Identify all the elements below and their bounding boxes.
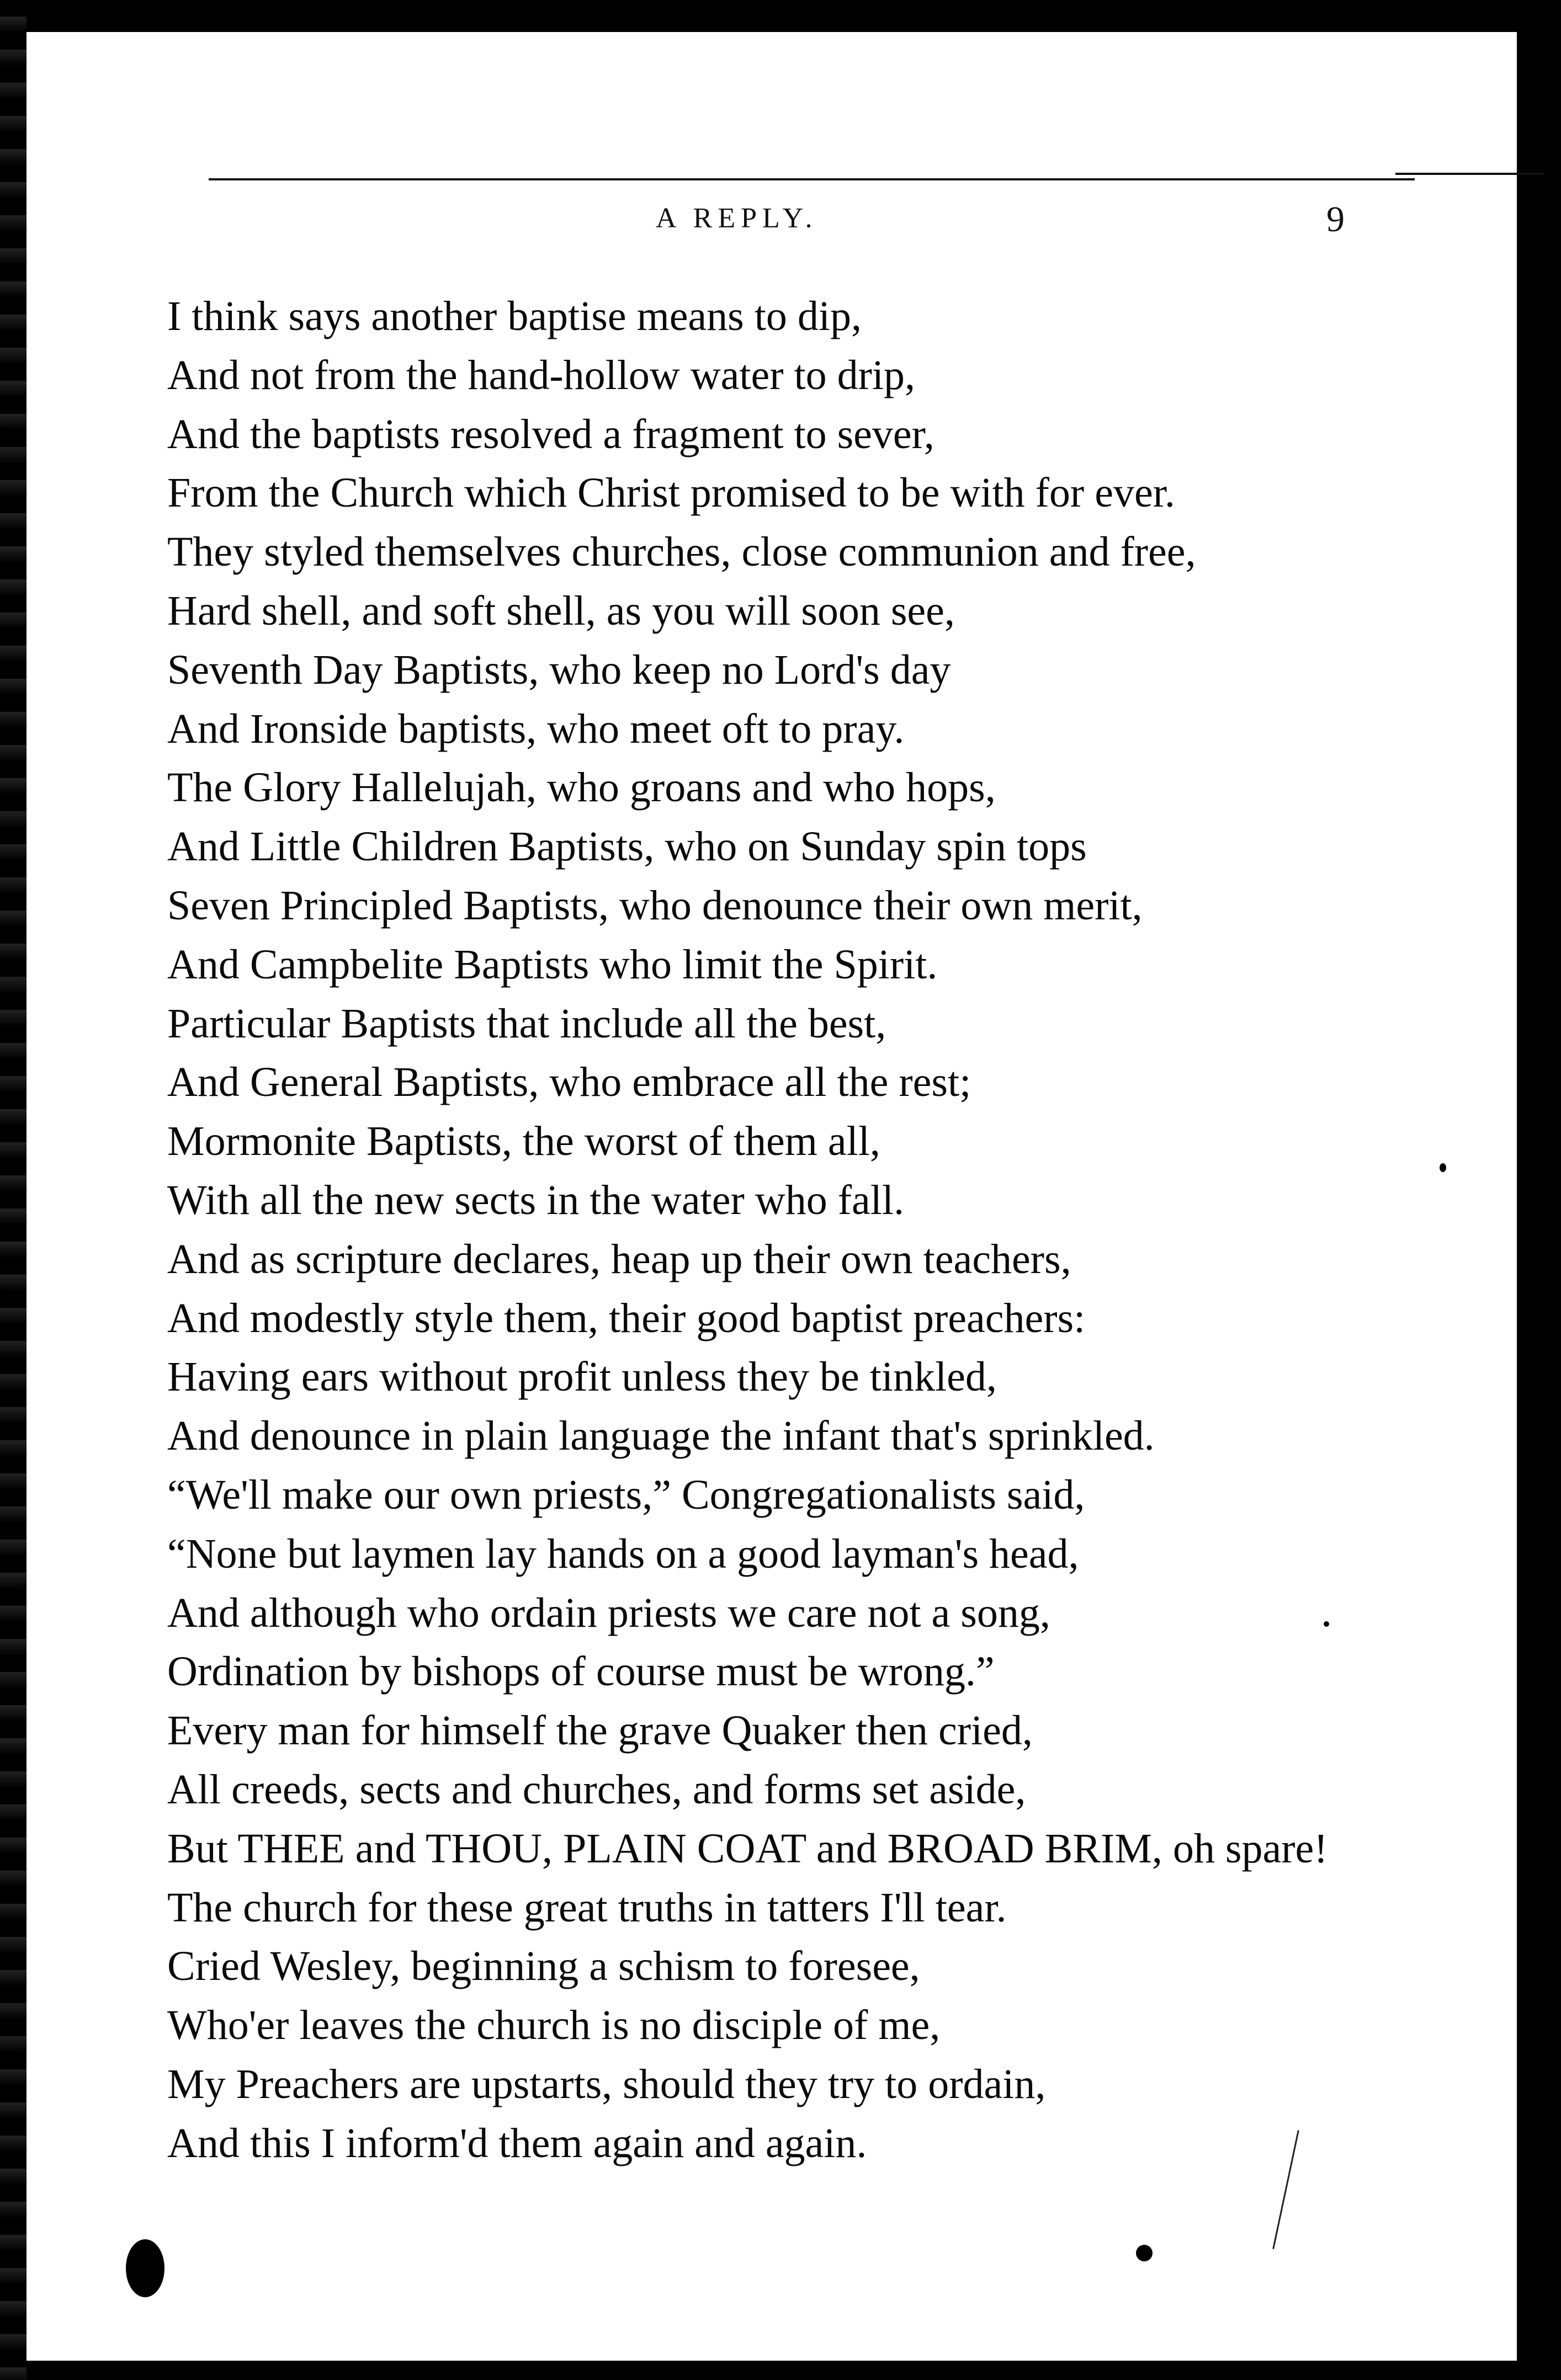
poem-line: And General Baptists, who embrace all the rest; — [167, 1059, 971, 1106]
poem-line: They styled themselves churches, close communion and free, — [167, 529, 1196, 576]
poem-line: From the Church which Christ promised to be with for ever. — [167, 470, 1175, 517]
poem-line: And Ironside baptists, who meet oft to pray. — [167, 705, 905, 752]
ink-speck — [1324, 1621, 1329, 1627]
poem-line: And although who ordain priests we care not a song, — [167, 1589, 1050, 1636]
poem-line: Seven Principled Baptists, who denounce their own merit, — [167, 882, 1143, 929]
poem-line: I think says another baptise means to dip, — [167, 293, 862, 339]
poem-line: But THEE and THOU, PLAIN COAT and BROAD BRIM, oh spare! — [167, 1825, 1328, 1872]
poem-line: And this I inform'd them again and again. — [167, 2120, 867, 2166]
page-number: 9 — [1326, 199, 1345, 239]
strikethrough-line — [209, 178, 1415, 180]
book-page — [26, 32, 1517, 2361]
poem-line: And modestly style them, their good baptist preachers: — [167, 1295, 1086, 1341]
poem-line: All creeds, sects and churches, and forms set aside, — [167, 1766, 1026, 1813]
poem-line: And not from the hand-hollow water to drip, — [167, 352, 916, 398]
ink-speck — [1440, 1163, 1446, 1172]
ink-speck — [1136, 2245, 1153, 2261]
poem-line: Ordination by bishops of course must be wrong.” — [167, 1648, 995, 1695]
poem-line: And the baptists resolved a fragment to sever, — [167, 411, 935, 457]
poem-line: Cried Wesley, beginning a schism to foresee, — [167, 1943, 920, 1990]
poem-line: And Little Children Baptists, who on Sunday spin tops — [167, 823, 1087, 870]
poem-line: Mormonite Baptists, the worst of them all, — [167, 1118, 880, 1165]
poem-line: And as scripture declares, heap up their own teachers, — [167, 1236, 1071, 1282]
poem-line: And Campbelite Baptists who limit the Spirit. — [167, 941, 938, 988]
poem-line: Particular Baptists that include all the best, — [167, 1000, 886, 1047]
poem-body — [167, 287, 1437, 2173]
poem-line: Having ears without profit unless they be tinkled, — [167, 1354, 997, 1401]
ink-blot — [126, 2239, 164, 2297]
poem-line: Who'er leaves the church is no disciple of me, — [167, 2002, 941, 2049]
poem-line: The Glory Hallelujah, who groans and who hops, — [167, 764, 996, 811]
poem-line: And denounce in plain language the infant that's sprinkled. — [167, 1413, 1155, 1460]
poem-line: Every man for himself the grave Quaker then cried, — [167, 1707, 1033, 1754]
poem-line: My Preachers are upstarts, should they try to ordain, — [167, 2060, 1046, 2107]
running-head: A REPLY. — [656, 203, 818, 234]
poem-line: Seventh Day Baptists, who keep no Lord's day — [167, 646, 951, 693]
page-header — [26, 199, 1517, 246]
scanned-right-edge — [1517, 22, 1561, 2380]
ink-speck — [1539, 253, 1549, 266]
poem-line: “None but laymen lay hands on a good layman's head, — [167, 1530, 1079, 1577]
poem-line: With all the new sects in the water who fall. — [167, 1176, 904, 1223]
poem-line: Hard shell, and soft shell, as you will soon see, — [167, 587, 955, 634]
scanned-left-edge — [0, 0, 26, 2380]
page-edge-rule — [1395, 173, 1544, 175]
poem-line: “We'll make our own priests,” Congregationalists said, — [167, 1471, 1085, 1518]
poem-line: The church for these great truths in tatters I'll tear. — [167, 1884, 1007, 1931]
